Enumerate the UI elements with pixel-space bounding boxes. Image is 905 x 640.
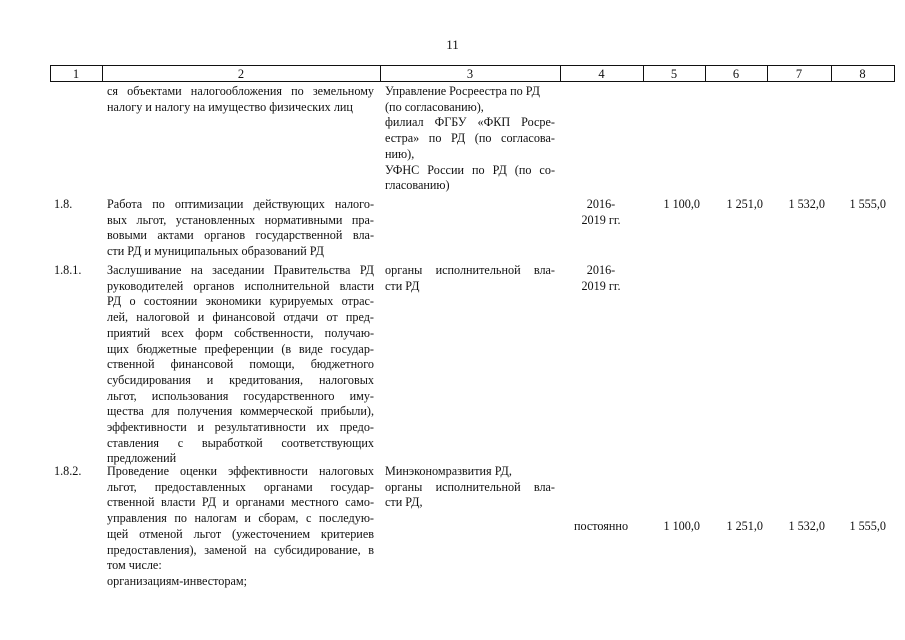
column-divider [894,65,895,82]
text-line: гласованию) [385,178,450,193]
header-col-8: 8 [859,67,866,81]
header-col-1: 1 [72,67,80,81]
row-number: 1.8.1. [54,263,82,277]
value-col-8: 1 555,0 [849,519,886,533]
row-description [107,263,374,467]
text-line: эффективности и результативности их предо- [107,420,374,435]
row-description [107,464,374,590]
text-line: том числе: [107,558,162,573]
text-line: сти РД и муниципальных образований РД [107,244,324,259]
text-line: лей, налоговой и финансовой отдачи от пред- [107,310,374,325]
value-col-7: 1 532,0 [788,197,825,211]
text-line: ставления с выработкой соответствующих [107,435,374,450]
text-line: УФНС России по РД (по со- [385,162,555,177]
value-col-6: 1 251,0 [726,197,763,211]
text-line: руководителей органов исполнительной власти [107,278,374,293]
text-line: 2016- [586,263,616,277]
text-line: налогу и налогу на имущество физических лиц [107,99,353,114]
text-line: ственной финансовой помощи, бюджетного [107,357,374,372]
table-header-row [50,65,895,82]
row-organizations [385,464,555,511]
text-line: щей отменой льгот (ужесточением критериев [107,526,374,541]
text-line: Минэкономразвития РД, [385,464,512,478]
header-col-3: 3 [466,67,474,81]
text-line: Работа по оптимизации действующих налого- [107,197,374,211]
text-line: субсидирования и кредитования, налоговых [107,372,374,387]
header-col-6: 6 [732,67,740,81]
text-line: естра» по РД (по согласова- [385,131,555,146]
text-line: предложений [107,451,177,466]
text-line: органы исполнительной вла- [385,263,555,277]
text-line: организациям-инвесторам; [107,573,247,588]
text-line: нию), [385,146,415,161]
text-line: сти РД [385,278,420,293]
text-line: управления по налогам и сборам, с последую- [107,511,374,526]
text-line: щества для получения коммерческой прибыли), [107,404,374,419]
text-line: (по согласованию), [385,99,484,114]
text-line: 2019 гг. [581,278,621,293]
text-line: сти РД, [385,495,423,510]
text-line: вых льгот, установленных нормативными пра- [107,212,374,227]
row-period [565,263,637,294]
page-number: 11 [446,37,459,52]
header-col-7: 7 [795,67,803,81]
text-line: РД о состоянии экономики курируемых отрас- [107,294,374,309]
row-organizations [385,263,555,294]
text-line: филиал ФГБУ «ФКП Росре- [385,115,555,130]
text-line: щих бюджетные преференции (в виде государ- [107,341,374,356]
continuation-description [107,84,374,115]
header-col-2: 2 [237,67,245,81]
row-number: 1.8.2. [54,464,82,478]
value-col-5: 1 100,0 [663,519,700,533]
text-line: 2016- [586,197,616,211]
text-line: предоставления), заменой на субсидирование, в [107,542,374,557]
text-line: Заслушивание на заседании Правительства РД [107,263,374,277]
text-line: Управление Росреестра по РД [385,84,540,98]
value-col-6: 1 251,0 [726,519,763,533]
value-col-8: 1 555,0 [849,197,886,211]
value-col-7: 1 532,0 [788,519,825,533]
row-number: 1.8. [54,197,73,211]
text-line: 2019 гг. [581,212,621,227]
text-line: ся объектами налогообложения по земельному [107,84,374,98]
row-description [107,197,374,260]
text-line: ственной власти РД и органами местного само- [107,495,374,510]
row-period: постоянно [573,519,629,533]
text-line: приятий всех форм собственности, получаю- [107,325,374,340]
text-line: вовыми актами органов государственной вла- [107,228,374,243]
value-col-5: 1 100,0 [663,197,700,211]
row-period [565,197,637,228]
text-line: Проведение оценки эффективности налоговых [107,464,374,478]
continuation-organizations [385,84,555,194]
header-col-4: 4 [598,67,605,81]
text-line: льгот, использования государственного иму- [107,388,374,403]
text-line: органы исполнительной вла- [385,479,555,494]
header-col-5: 5 [670,67,678,81]
text-line: льгот, предоставленных органами государ- [107,479,374,494]
